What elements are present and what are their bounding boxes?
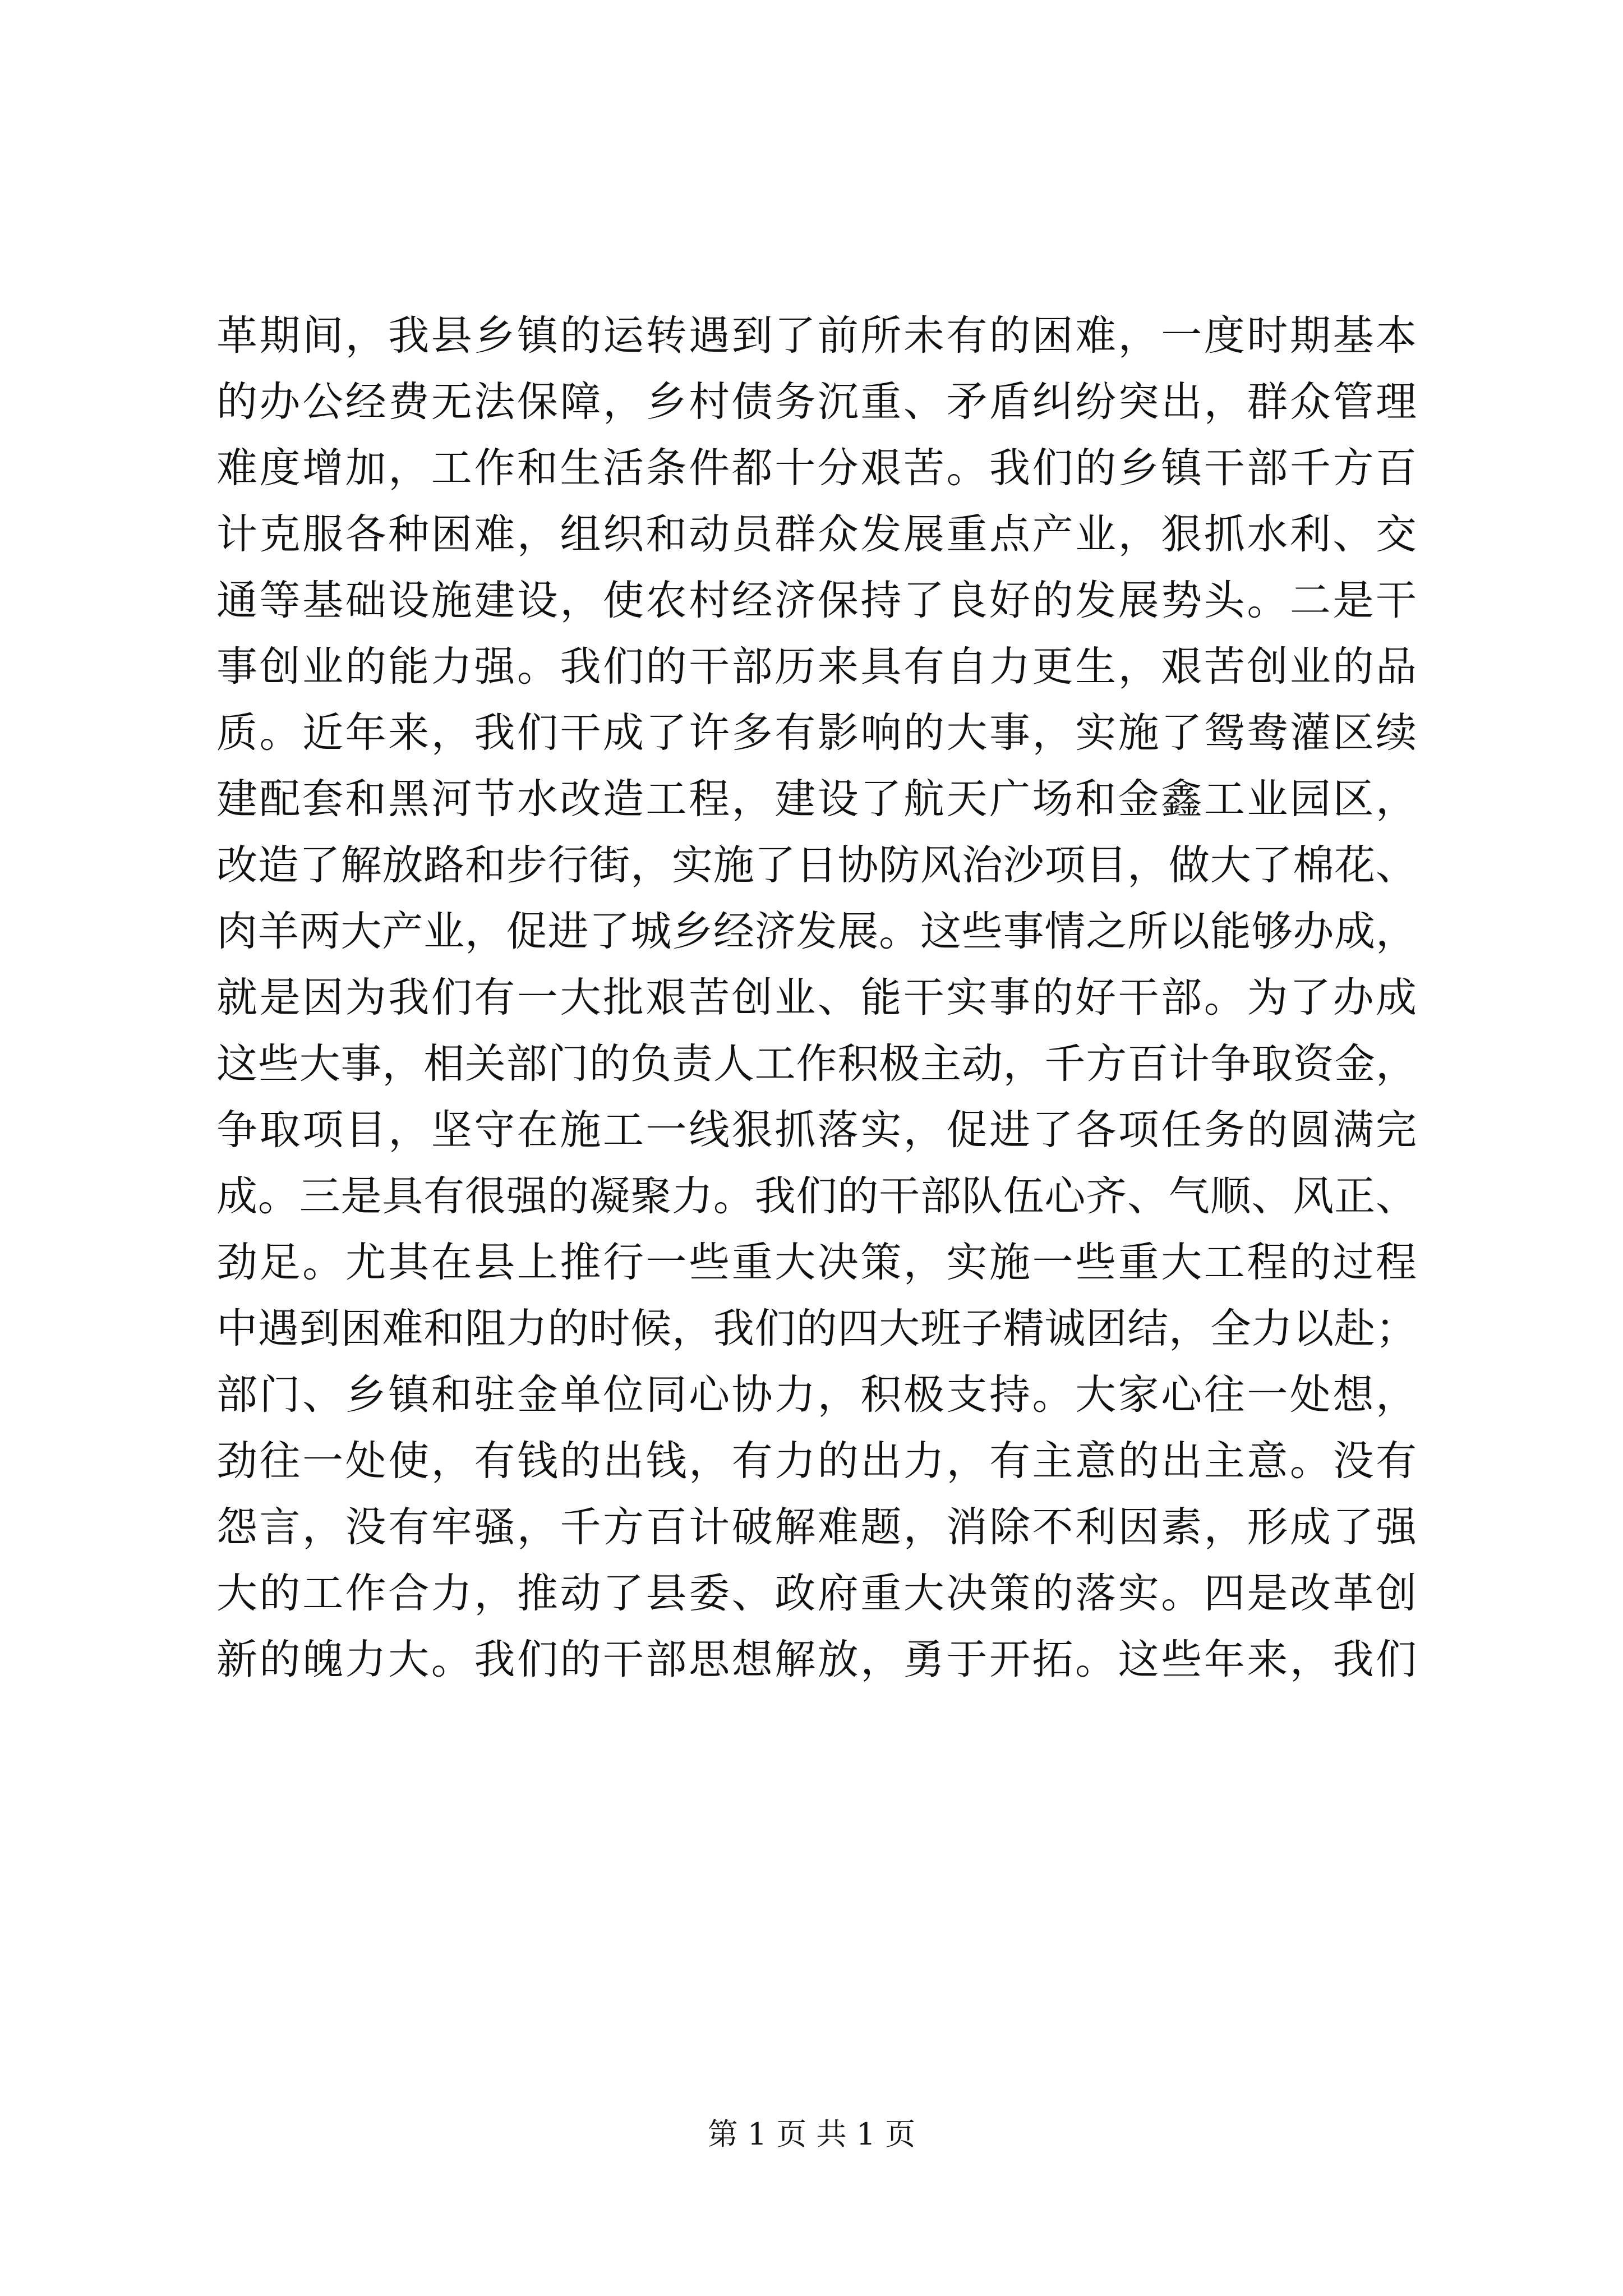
text-line: 劲往一处使，有钱的出钱，有力的出力，有主意的出主意。没有 xyxy=(216,1437,1417,1485)
text-line: 改造了解放路和步行街，实施了日协防风治沙项目，做大了棉花、 xyxy=(216,841,1417,889)
text-line: 革期间，我县乡镇的运转遇到了前所未有的困难，一度时期基本 xyxy=(216,312,1417,360)
text-line: 争取项目，坚守在施工一线狠抓落实，促进了各项任务的圆满完 xyxy=(216,1106,1417,1154)
text-line: 部门、乡镇和驻金单位同心协力，积极支持。大家心往一处想， xyxy=(216,1371,1417,1419)
text-line: 就是因为我们有一大批艰苦创业、能干实事的好干部。为了办成 xyxy=(216,974,1417,1022)
text-line: 中遇到困难和阻力的时候，我们的四大班子精诚团结，全力以赴； xyxy=(216,1305,1417,1352)
text-line: 难度增加，工作和生活条件都十分艰苦。我们的乡镇干部千方百 xyxy=(216,444,1417,492)
text-line: 肉羊两大产业，促进了城乡经济发展。这些事情之所以能够办成， xyxy=(216,908,1417,955)
text-line: 通等基础设施建设，使农村经济保持了良好的发展势头。二是干 xyxy=(216,577,1417,624)
text-line: 质。近年来，我们干成了许多有影响的大事，实施了鸳鸯灌区续 xyxy=(216,709,1417,757)
page-number-label: 第 1 页 共 1 页 xyxy=(707,2116,916,2152)
text-line: 新的魄力大。我们的干部思想解放，勇于开拓。这些年来，我们 xyxy=(216,1636,1417,1683)
text-line: 计克服各种困难，组织和动员群众发展重点产业，狠抓水利、交 xyxy=(216,510,1417,558)
text-line: 事创业的能力强。我们的干部历来具有自力更生，艰苦创业的品 xyxy=(216,643,1417,691)
body-text xyxy=(216,303,1417,1693)
page-footer xyxy=(0,2115,1623,2154)
text-line: 的办公经费无法保障，乡村债务沉重、矛盾纠纷突出，群众管理 xyxy=(216,378,1417,426)
text-line: 怨言，没有牢骚，千方百计破解难题，消除不利因素，形成了强 xyxy=(216,1503,1417,1551)
text-line: 大的工作合力，推动了县委、政府重大决策的落实。四是改革创 xyxy=(216,1570,1417,1617)
text-line: 这些大事，相关部门的负责人工作积极主动，千方百计争取资金， xyxy=(216,1040,1417,1088)
text-line: 劲足。尤其在县上推行一些重大决策，实施一些重大工程的过程 xyxy=(216,1239,1417,1286)
text-line: 成。三是具有很强的凝聚力。我们的干部队伍心齐、气顺、风正、 xyxy=(216,1172,1417,1220)
text-line: 建配套和黑河节水改造工程，建设了航天广场和金鑫工业园区， xyxy=(216,775,1417,823)
